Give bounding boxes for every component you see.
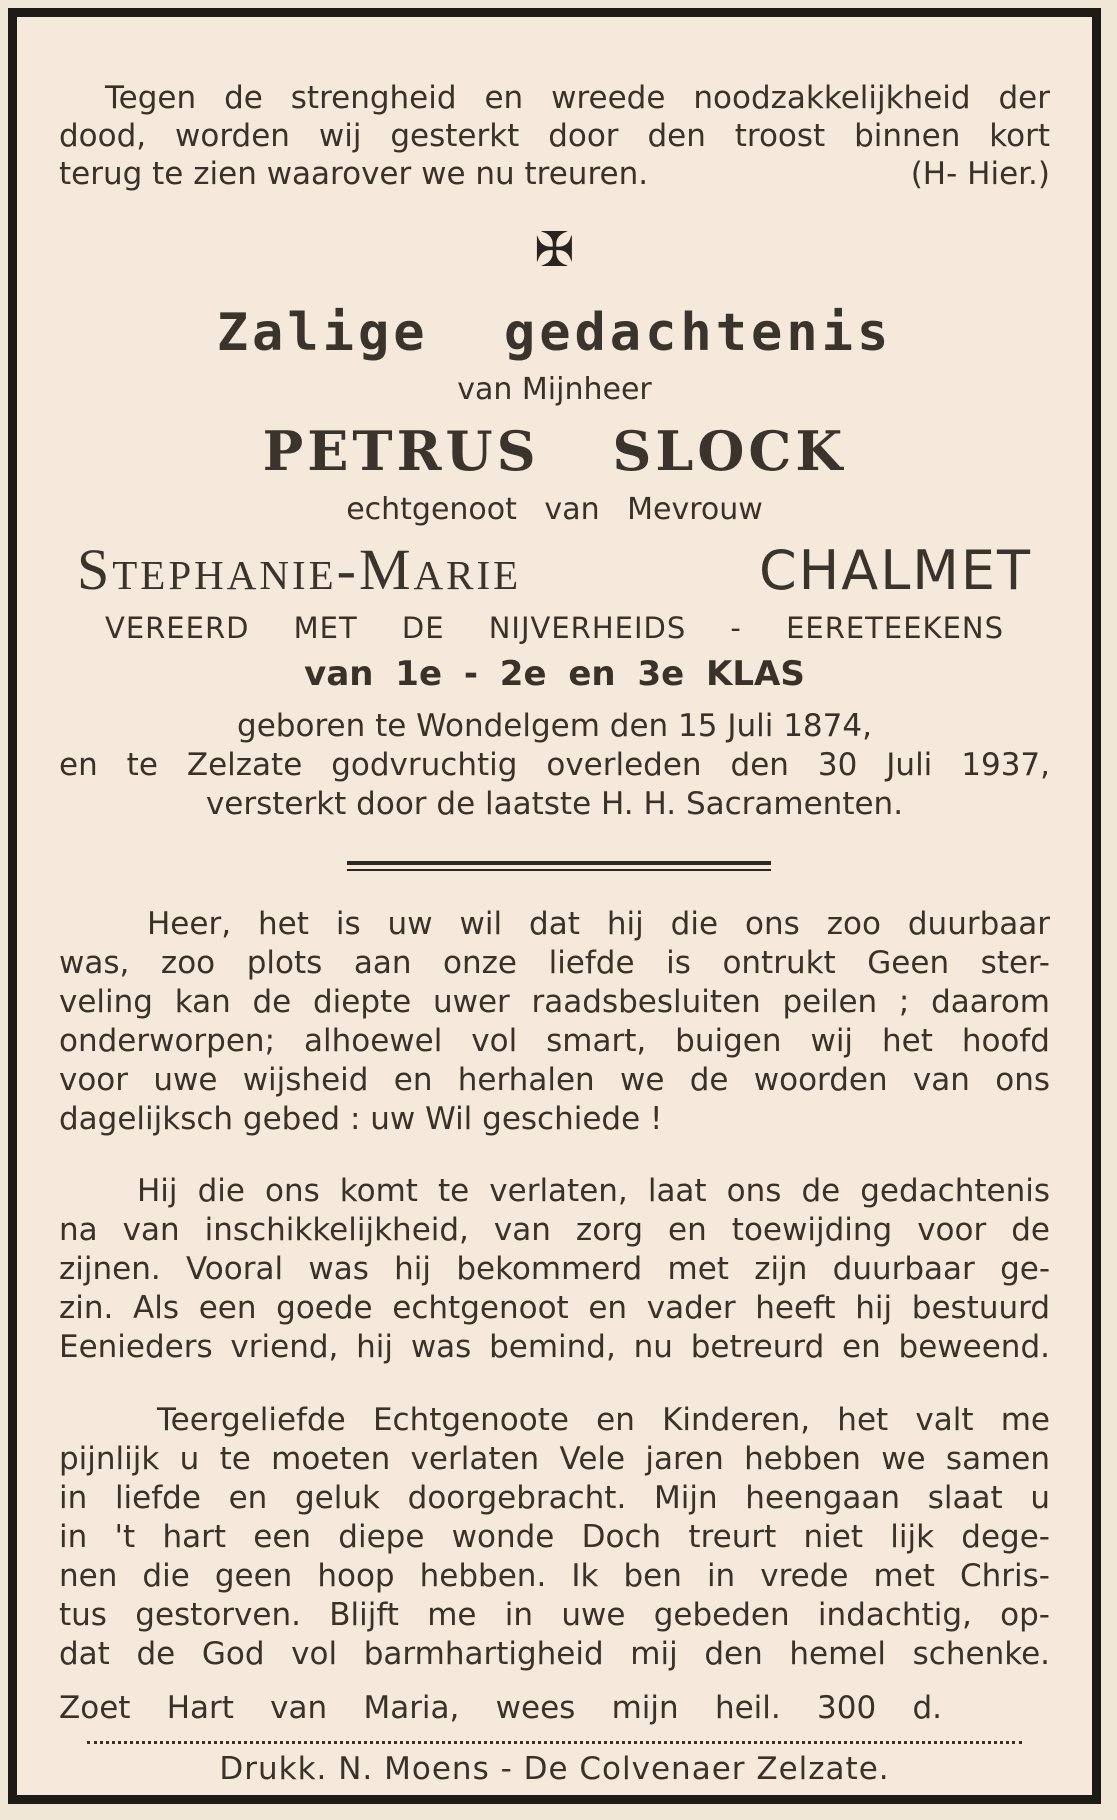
p2-line-2: na van inschikkelijkheid, van zorg en toewijding voor de [59, 1212, 1050, 1248]
p1-line-1: Heer, het is uw wil dat hij die ons zoo duurbaar [147, 906, 1050, 942]
death-line: en te Zelzate godvruchtig overleden den 30 Juli 1937, [59, 747, 1050, 783]
memorial-card [8, 8, 1101, 1804]
sacraments-line: versterkt door de laatste H. H. Sacramenten. [205, 786, 904, 822]
p1-line-3: veling kan de diepte uwer raadsbesluiten peilen ; daarom [59, 984, 1050, 1020]
epigraph-line-1: Tegen de strengheid en wreede noodzakkelijkheid der [105, 80, 1050, 116]
p3-line-3: in liefde en geluk doorgebracht. Mijn heengaan slaat u [59, 1480, 1050, 1516]
page-title: Zalige gedachtenis [216, 303, 893, 363]
honor-line-1: VEREERD MET DE NIJVERHEIDS - EERETEEKENS [105, 611, 1004, 645]
spouse-intro: echtgenoot van Mevrouw [346, 492, 763, 527]
spouse-name [77, 537, 1032, 604]
p2-line-5: Eenieders vriend, hij was bemind, nu betreurd en beweend. [59, 1329, 1050, 1365]
p2-line-3: zijnen. Vooral was hij bekommerd met zijn duurbaar ge- [59, 1251, 1050, 1287]
card-content [17, 17, 1092, 1795]
p3-line-4: in 't hart een diepe wonde Doch treurt niet lijk dege- [59, 1519, 1050, 1555]
p3-line-2: pijnlijk u te moeten verlaten Vele jaren hebben we samen [59, 1441, 1050, 1477]
epigraph-source: (H- Hier.) [910, 156, 1050, 192]
p1-line-6: dagelijksch gebed : uw Wil geschiede ! [59, 1101, 663, 1137]
cross-icon: ✠ [534, 222, 575, 278]
honor-line-2: van 1e - 2e en 3e KLAS [304, 654, 805, 694]
birth-line: geboren te Wondelgem den 15 Juli 1874, [237, 708, 872, 744]
p3-line-7: dat de God vol barmhartigheid mij den hemel schenke. [59, 1636, 1050, 1672]
p2-line-4: zin. Als een goede echtgenoot en vader heeft hij bestuurd [59, 1290, 1050, 1326]
epigraph-line-2: dood, worden wij gesterkt door den troost binnen kort [59, 118, 1050, 154]
p3-line-5: nen die geen hoop hebben. Ik ben in vrede met Chris- [59, 1558, 1050, 1594]
indulgence-prayer: Zoet Hart van Maria, wees mijn heil. 300 d. [59, 1690, 942, 1726]
p3-line-1: Teergeliefde Echtgenoote en Kinderen, het valt me [157, 1402, 1050, 1438]
p1-line-4: onderworpen; alhoewel vol smart, buigen wij het hoofd [59, 1023, 1050, 1059]
p1-line-2: was, zoo plots aan onze liefde is ontrukt Geen ster- [59, 945, 1050, 981]
spouse-last-name: CHALMET [758, 539, 1032, 602]
deceased-name: PETRUS SLOCK [262, 419, 847, 483]
dotted-divider [87, 1741, 1022, 1744]
spouse-first-name: Stephanie-Marie [77, 537, 522, 602]
van-mijnheer: van Mijnheer [457, 372, 652, 407]
separator-rule-thin [347, 869, 771, 871]
separator-rule [347, 861, 771, 865]
printer-credit: Drukk. N. Moens - De Colvenaer Zelzate. [219, 1751, 890, 1787]
p3-line-6: tus gestorven. Blijft me in uwe gebeden indachtig, op- [59, 1597, 1050, 1633]
epigraph-line-3: terug te zien waarover we nu treuren. [59, 156, 649, 192]
p2-line-1: Hij die ons komt te verlaten, laat ons de gedachtenis [137, 1173, 1050, 1209]
p1-line-5: voor uwe wijsheid en herhalen we de woorden van ons [59, 1062, 1050, 1098]
